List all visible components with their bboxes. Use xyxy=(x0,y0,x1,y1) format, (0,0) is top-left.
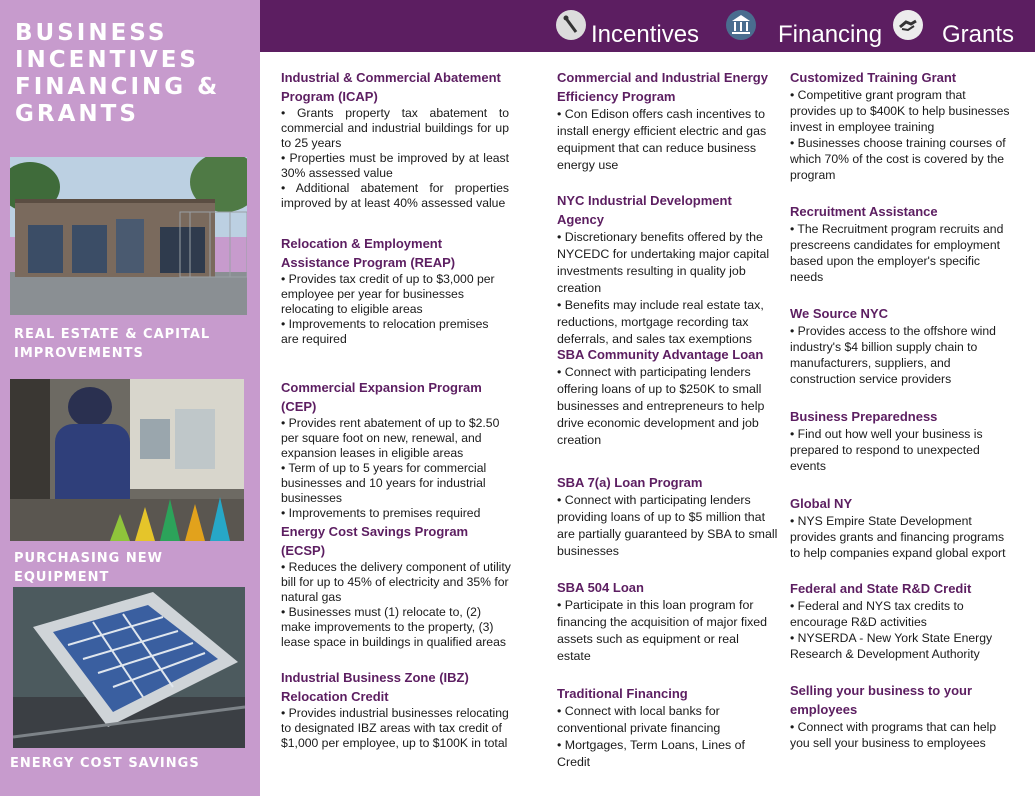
section-selling-business xyxy=(790,681,1015,751)
bank-icon xyxy=(726,10,756,40)
title-line: Business Preparedness xyxy=(790,409,938,424)
bullet: • Federal and NYS tax credits to encourage R&D activities xyxy=(790,599,964,629)
title-line: INCENTIVES xyxy=(15,47,199,73)
bullet: • The Recruitment program recruits and prescreens candidates for employment based upon the employer's specific needs xyxy=(790,222,1004,284)
section-body xyxy=(790,426,1015,474)
title-line: Relocation & Employment xyxy=(281,236,443,251)
section-body xyxy=(790,87,1015,183)
section-energy-efficiency xyxy=(557,68,779,174)
title-line: Customized Training Grant xyxy=(790,70,957,85)
title-line: Commercial and Industrial Energy xyxy=(557,70,768,85)
bullet: • Mortgages, Term Loans, Lines of Credit xyxy=(557,738,746,769)
nav-incentives[interactable]: Incentives xyxy=(591,21,700,48)
title-line: GRANTS xyxy=(15,101,139,127)
section-we-source-nyc xyxy=(790,304,1015,387)
warehouse-photo xyxy=(10,157,247,315)
handshake-icon xyxy=(893,10,923,40)
title-line: Traditional Financing xyxy=(557,686,688,701)
section-title xyxy=(790,202,1015,221)
section-body xyxy=(557,229,775,348)
title-line: Relocation Credit xyxy=(281,689,389,704)
section-title xyxy=(557,473,779,492)
bullet: • Connect with local banks for conventional private financing xyxy=(557,704,721,735)
bullet: • Connect with participating lenders providing loans of up to $5 million that are partially guaranteed by SBA to small businesses xyxy=(557,493,778,558)
title-line: Industrial & Commercial Abatement xyxy=(281,70,501,85)
bullet: • Competitive grant program that provides up to $400K to help businesses invest in employee training xyxy=(790,88,1010,134)
header-bar xyxy=(260,0,1035,52)
title-line: SBA 504 Loan xyxy=(557,580,644,595)
bullet: • Provides industrial businesses relocating to designated IBZ areas with tax credit of $1,000 per employee, up to $100K in total xyxy=(281,706,509,750)
brochure-title xyxy=(15,20,250,128)
section-body xyxy=(557,703,757,771)
title-line: Federal and State R&D Credit xyxy=(790,581,972,596)
bullet: • Improvements to relocation premises are required xyxy=(281,317,489,346)
section-ecsp xyxy=(281,522,511,650)
caption-real-estate: REAL ESTATE & CAPITAL IMPROVEMENTS xyxy=(14,327,211,361)
bullet: • Con Edison offers cash incentives to install energy efficient electric and gas equipment that can reduce business energy use xyxy=(557,107,767,172)
title-line: Energy Cost Savings Program xyxy=(281,524,469,539)
bullet: • Provides rent abatement of up to $2.50 per square foot on new, renewal, and expansion leases in eligible areas xyxy=(281,416,500,460)
section-title xyxy=(790,68,1015,87)
section-body xyxy=(790,513,1015,561)
nav-financing[interactable]: Financing xyxy=(778,21,883,48)
section-icap xyxy=(281,68,509,211)
section-traditional xyxy=(557,684,779,771)
section-sba-504 xyxy=(557,578,779,665)
bullet: • Provides access to the offshore wind industry's $4 billion supply chain to manufacturers, suppliers, and construction service providers xyxy=(790,324,996,386)
section-ibz xyxy=(281,668,511,751)
title-line: Global NY xyxy=(790,496,853,511)
section-title xyxy=(557,191,779,229)
section-body xyxy=(281,272,509,347)
section-sba-community xyxy=(557,345,779,449)
section-title xyxy=(557,578,779,597)
title-line: employees xyxy=(790,702,858,717)
bullet: • Benefits may include real estate tax, reductions, mortgage recording tax deferrals, and sales tax exemptions xyxy=(557,298,764,346)
title-line: (ECSP) xyxy=(281,543,326,558)
section-title xyxy=(790,579,1015,598)
section-title xyxy=(790,407,1015,426)
bullet: • Connect with participating lenders offering loans of up to $250K to small businesses and entrepreneurs to help drive economic development and job creation xyxy=(557,365,765,447)
bullet: • Grants property tax abatement to commercial and industrial buildings for up to 25 years xyxy=(281,106,509,150)
section-body xyxy=(557,492,779,560)
bullet: • Discretionary benefits offered by the NYCEDC for undertaking major capital investments resulting in quality job creation xyxy=(557,230,770,295)
title-line: Efficiency Program xyxy=(557,89,676,104)
title-line: Program (ICAP) xyxy=(281,89,378,104)
title-line: BUSINESS xyxy=(15,20,168,46)
title-line: SBA 7(a) Loan Program xyxy=(557,475,703,490)
title-line: NYC Industrial Development Agency xyxy=(557,193,732,227)
section-title xyxy=(281,522,511,560)
section-title xyxy=(790,304,1015,323)
section-recruitment xyxy=(790,202,1015,285)
section-body xyxy=(281,416,507,521)
bullet: • NYS Empire State Development provides grants and financing programs to help companies expand global export xyxy=(790,514,1006,560)
bullet: • Properties must be improved by at least 30% assessed value xyxy=(281,151,509,180)
section-body xyxy=(557,106,779,174)
section-title xyxy=(790,681,1015,719)
section-body xyxy=(557,597,772,665)
section-sba-7a xyxy=(557,473,779,560)
compass-icon xyxy=(556,10,586,40)
section-body xyxy=(790,221,1015,285)
section-title xyxy=(281,378,516,416)
bullet: • Reduces the delivery component of utility bill for up to 45% of electricity and 35% for natural gas xyxy=(281,560,511,604)
equipment-photo xyxy=(10,379,244,541)
title-line: We Source NYC xyxy=(790,306,889,321)
nav-grants[interactable]: Grants xyxy=(942,21,1015,48)
sidebar xyxy=(0,0,260,796)
section-title xyxy=(281,668,511,706)
section-body xyxy=(281,106,509,211)
bullet: • Businesses choose training courses of which 70% of the cost is covered by the program xyxy=(790,136,1006,182)
section-body xyxy=(281,560,511,650)
section-rd-credit xyxy=(790,579,1015,662)
section-body xyxy=(790,598,1015,662)
title-line: SBA Community Advantage Loan xyxy=(557,347,764,362)
section-body xyxy=(790,323,1015,387)
solar-roof-photo xyxy=(13,587,245,748)
section-body xyxy=(557,364,769,449)
bullet: • Term of up to 5 years for commercial businesses and 10 years for industrial businesses xyxy=(281,461,487,505)
caption-energy: ENERGY COST SAVINGS xyxy=(10,756,200,771)
title-line: Commercial Expansion Program (CEP) xyxy=(281,380,482,414)
section-title xyxy=(557,684,779,703)
section-reap xyxy=(281,234,509,347)
section-title xyxy=(557,68,779,106)
bullet: • Participate in this loan program for financing the acquisition of major fixed assets such as equipment or real estate xyxy=(557,598,768,663)
bullet: • Improvements to premises required xyxy=(281,506,481,520)
section-title xyxy=(281,68,509,106)
caption-equipment: PURCHASING NEW EQUIPMENT xyxy=(14,551,163,585)
section-title xyxy=(557,345,779,364)
title-line: Industrial Business Zone (IBZ) xyxy=(281,670,469,685)
title-line: Assistance Program (REAP) xyxy=(281,255,456,270)
title-line: Recruitment Assistance xyxy=(790,204,938,219)
title-line: Selling your business to your xyxy=(790,683,973,698)
section-body xyxy=(790,719,1015,751)
bullet: • Provides tax credit of up to $3,000 per employee per year for businesses relocating to eligible areas xyxy=(281,272,495,316)
section-cep xyxy=(281,378,516,521)
title-line: FINANCING & xyxy=(15,74,221,100)
bullet: • Additional abatement for properties improved by at least 40% assessed value xyxy=(281,181,509,210)
section-title xyxy=(790,494,1015,513)
section-body xyxy=(281,706,511,751)
section-training-grant xyxy=(790,68,1015,183)
bullet: • Businesses must (1) relocate to, (2) make improvements to the property, (3) lease space in buildings in qualified areas xyxy=(281,605,506,649)
bullet: • Find out how well your business is prepared to respond to unexpected events xyxy=(790,427,983,473)
bullet: • Connect with programs that can help you sell your business to employees xyxy=(790,720,997,750)
section-business-preparedness xyxy=(790,407,1015,474)
bullet: • NYSERDA - New York State Energy Research & Development Authority xyxy=(790,631,993,661)
section-nyc-ida xyxy=(557,191,779,348)
section-title xyxy=(281,234,509,272)
section-global-ny xyxy=(790,494,1015,561)
